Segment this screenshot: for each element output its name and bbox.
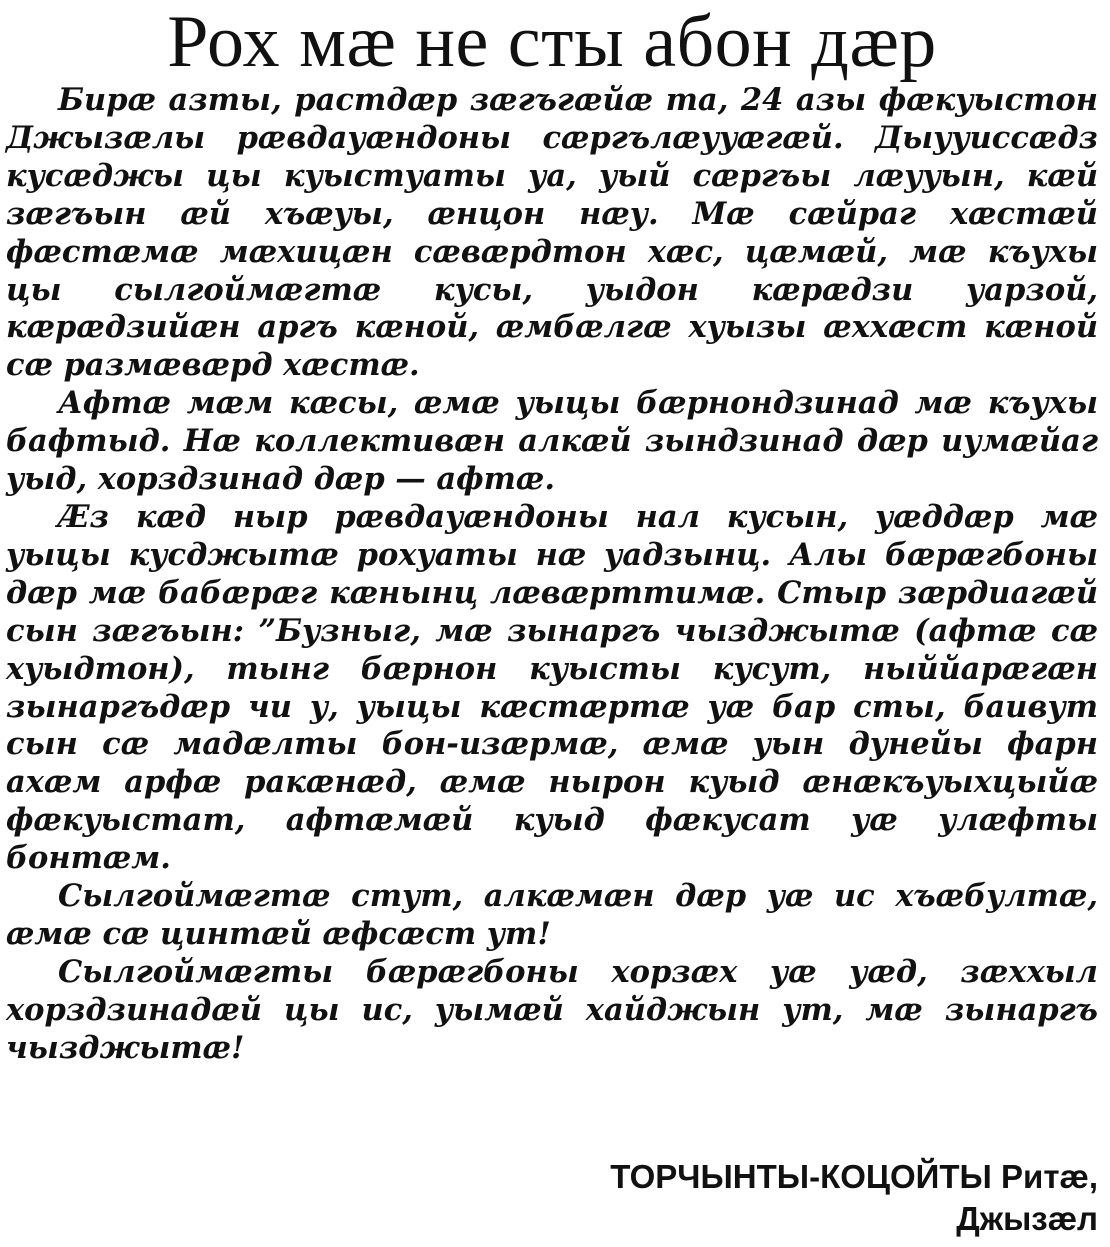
article-paragraph-5: Сылгоймæгты бæрæгбоны хорзæх уæ уæд, зæххыл хорздзинадæй цы ис, уымæй хайджын ут, мæ зынаргъ чызджытæ! <box>6 953 1098 1066</box>
article-paragraph-2: Афтæ мæм кæсы, æмæ уыцы бæрнондзинад мæ къухы бафтыд. Нæ коллективæн алкæй зындзинад дæр иумæйаг уыд, хорздзинад дæр — афтæ. <box>6 385 1098 498</box>
article-body <box>6 82 1098 1068</box>
article-paragraph-3: Æз кæд ныр рæвдауæндоны нал кусын, уæддæр мæ уыцы кусджытæ рохуаты нæ уадзынц. Алы бæрæгбоны дæр мæ бабæрæг кæнынц лæвæрттимæ. Стыр зæрдиагæй сын зæгъын: ”Бузныг, мæ зынаргъ чызджытæ (афтæ сæ хуыдтон), тынг бæрнон куысты кусут, ныййарæгæн зынаргъдæр чи у, уыцы кæстæртæ уæ бар сты, баивут сын сæ мадæлты бон-изæрмæ, æмæ уын дунейы фарн ахæм арфæ ракæнæд, æмæ нырон куыд æнæкъуыхцыйæ фæкуыстат, афтæмæй куыд фæкусат уæ улæфты бонтæм. <box>6 498 1098 877</box>
author-signature <box>610 1156 1098 1240</box>
newspaper-article <box>6 0 1098 1247</box>
author-given-name: Ритæ, <box>1001 1158 1098 1195</box>
article-paragraph-1: Бирæ азты, растдæр зæгъгæйæ та, 24 азы фæкуыстон Джызæлы рæвдауæндоны сæргълæуyæгæй. Дыууиссæдз кусæджы цы куыстуаты уа, уый сæргъы лæууын, кæй зæгъын æй хъæуы, æнцон нæу. Мæ сæйраг хæстæй фæстæмæ мæхицæн сæвæрдтон хæс, цæмæй, мæ къухы цы сылгоймæгтæ кусы, уыдон кæрæдзи уарзой, кæрæдзийæн аргъ кæной, æмбæлгæ хуызы æххæст кæной сæ размæвæрд хæстæ. <box>6 82 1098 384</box>
article-paragraph-4: Сылгоймæгтæ стут, алкæмæн дæр уæ ис хъæбултæ, æмæ сæ цинтæй æфсæст ут! <box>6 878 1098 952</box>
author-place: Джызæл <box>956 1200 1098 1237</box>
article-title: Рох мæ не сты абон дæр <box>167 1 937 83</box>
author-surname: ТОРЧЫНТЫ-КОЦОЙТЫ <box>610 1158 992 1195</box>
